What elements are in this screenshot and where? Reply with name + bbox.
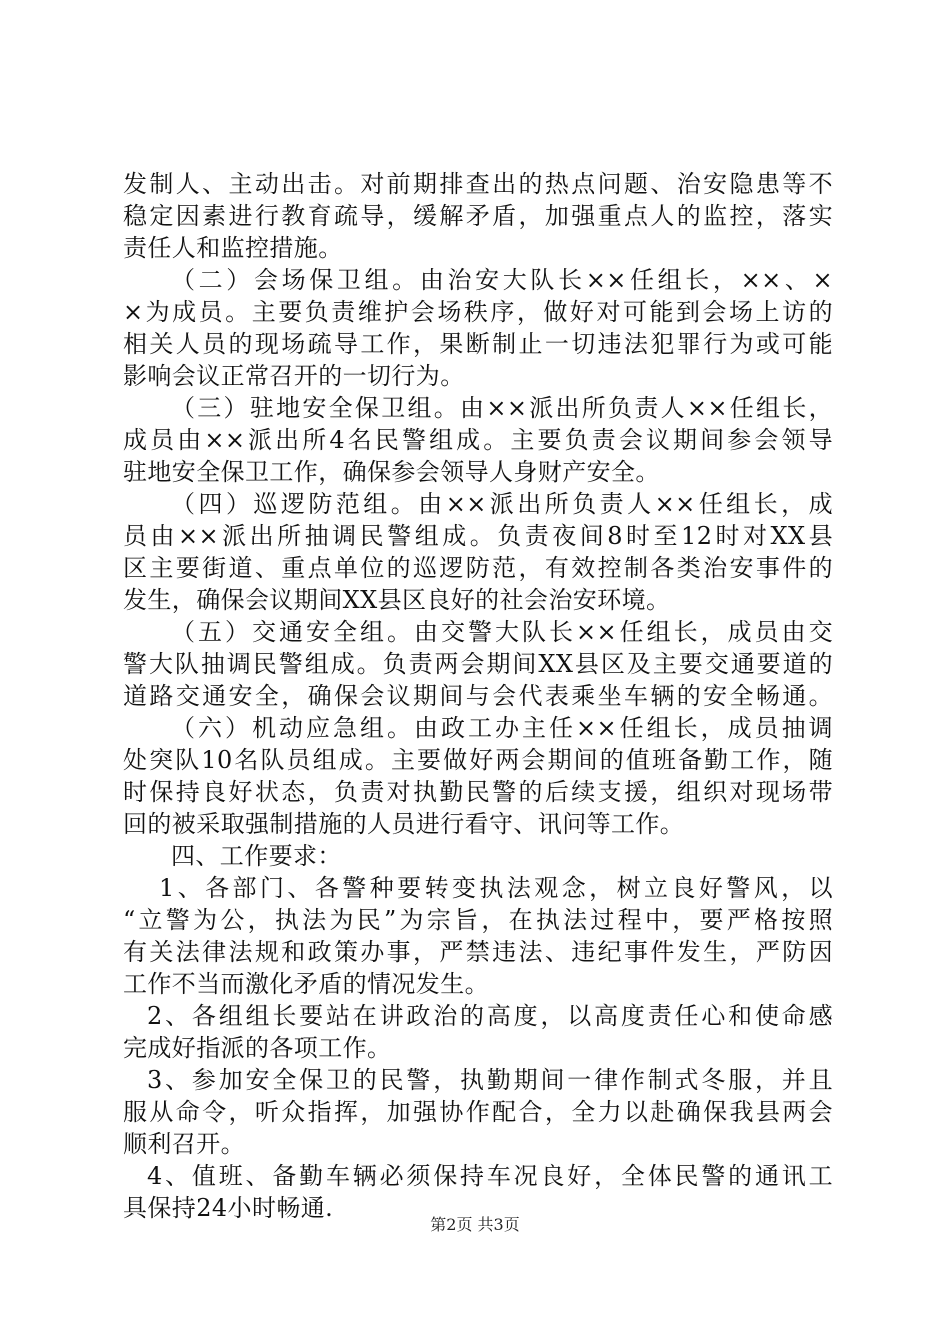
page-number-footer: 第2页 共3页 [430, 1215, 520, 1234]
section-heading-line: （四）巡逻防范组。由××派出所负责人××任组长，成 [171, 490, 833, 518]
text-line: 警大队抽调民警组成。负责两会期间XX县区及主要交通要道的 [123, 650, 833, 678]
text-line: 相关人员的现场疏导工作，果断制止一切违法犯罪行为或可能 [123, 330, 833, 358]
text-line: 稳定因素进行教育疏导，缓解矛盾，加强重点人的监控，落实 [123, 202, 833, 230]
section-heading-line: （二）会场保卫组。由治安大队长××任组长，××、× [171, 266, 833, 294]
text-line: 工作不当而激化矛盾的情况发生。 [123, 970, 489, 998]
requirement-line: 4、值班、备勤车辆必须保持车况良好，全体民警的通讯工 [147, 1162, 833, 1190]
text-line: 回的被采取强制措施的人员进行看守、讯问等工作。 [123, 810, 685, 838]
text-line: 道路交通安全，确保会议期间与会代表乘坐车辆的安全畅通。 [123, 682, 833, 710]
text-line: 发生，确保会议期间XX县区良好的社会治安环境。 [123, 586, 671, 614]
text-line: 影响会议正常召开的一切行为。 [123, 362, 465, 390]
section-heading-line: （五）交通安全组。由交警大队长××任组长，成员由交 [171, 618, 833, 646]
text-line: 具保持24小时畅通. [123, 1194, 334, 1222]
text-line: “立警为公，执法为民”为宗旨，在执法过程中，要严格按照 [123, 906, 833, 934]
section-heading-line: （三）驻地安全保卫组。由××派出所负责人××任组长， [171, 394, 833, 422]
section-heading-line: （六）机动应急组。由政工办主任××任组长，成员抽调 [171, 714, 833, 742]
text-line: 处突队10名队员组成。主要做好两会期间的值班备勤工作，随 [123, 746, 833, 774]
text-line: 有关法律法规和政策办事，严禁违法、违纪事件发生，严防因 [123, 938, 833, 966]
requirement-line: 3、参加安全保卫的民警，执勤期间一律作制式冬服，并且 [147, 1066, 833, 1094]
text-line: 责任人和监控措施。 [123, 234, 343, 262]
requirement-line: 1、各部门、各警种要转变执法观念，树立良好警风，以 [159, 874, 833, 902]
text-line: ×为成员。主要负责维护会场秩序，做好对可能到会场上访的 [123, 298, 833, 326]
text-line: 服从命令，听众指挥，加强协作配合，全力以赴确保我县两会 [123, 1098, 833, 1126]
text-line: 员由××派出所抽调民警组成。负责夜间8时至12时对XX县 [123, 522, 833, 550]
section-heading-line: 四、工作要求： [171, 842, 342, 870]
text-line: 驻地安全保卫工作，确保参会领导人身财产安全。 [123, 458, 660, 486]
text-line: 完成好指派的各项工作。 [123, 1034, 392, 1062]
text-line: 时保持良好状态，负责对执勤民警的后续支援，组织对现场带 [123, 778, 833, 806]
document-body [123, 168, 833, 1224]
text-line: 发制人、主动出击。对前期排查出的热点问题、治安隐患等不 [123, 170, 833, 198]
requirement-line: 2、各组组长要站在讲政治的高度，以高度责任心和使命感 [147, 1002, 833, 1030]
text-line: 区主要街道、重点单位的巡逻防范，有效控制各类治安事件的 [123, 554, 833, 582]
text-line: 顺利召开。 [123, 1130, 245, 1158]
text-line: 成员由××派出所4名民警组成。主要负责会议期间参会领导 [123, 426, 833, 454]
